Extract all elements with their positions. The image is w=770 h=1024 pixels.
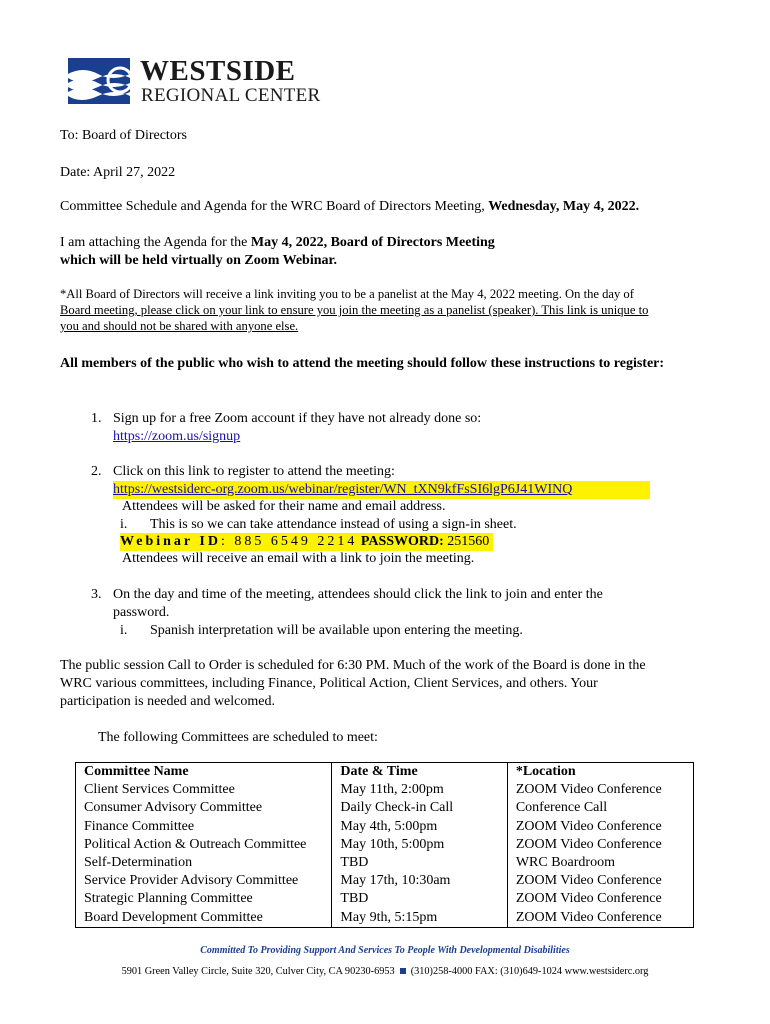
attaching-text: I am attaching the Agenda for the <box>60 235 251 250</box>
table-row <box>76 854 694 872</box>
webinar-line: which will be held virtually on Zoom Webinar. <box>60 253 337 268</box>
zoom-signup-link[interactable]: https://zoom.us/signup <box>113 429 241 444</box>
committee-date: TBD <box>332 890 507 908</box>
step-2-sub-number: i. <box>120 517 128 532</box>
meeting-date: Wednesday, May 4, 2022. <box>488 199 640 214</box>
committee-location: Conference Call <box>507 799 693 817</box>
committee-name: Finance Committee <box>76 818 332 836</box>
attaching-bold: May 4, 2022, Board of Directors Meeting <box>250 235 495 250</box>
register-link-highlight <box>113 481 650 499</box>
session-line-2: WRC various committees, including Finance, Political Action, Client Services, and others. Your <box>60 676 598 691</box>
step-2-number: 2. <box>91 464 102 479</box>
step-3-text: On the day and time of the meeting, attendees should click the link to join and enter the <box>113 587 603 602</box>
table-row <box>76 818 694 836</box>
table-header-row <box>76 763 694 782</box>
committee-name: Political Action & Outreach Committee <box>76 836 332 854</box>
public-instructions: All members of the public who wish to attend the meeting should follow these instructions to register: <box>60 356 665 371</box>
step-2 <box>91 463 395 481</box>
webinar-register-link[interactable]: https://westsiderc-org.zoom.us/webinar/register/WN_tXN9kfFsSI6lgP6J41WINQ <box>113 482 573 497</box>
committee-table <box>75 762 694 928</box>
committee-date: May 11th, 2:00pm <box>332 781 507 799</box>
password-label: PASSWORD: <box>360 534 444 549</box>
step-3-text-2: password. <box>113 605 170 620</box>
header-date-time: Date & Time <box>332 763 507 782</box>
footer-contact <box>0 966 770 977</box>
step-1 <box>91 410 481 428</box>
webinar-id-label: Webinar ID <box>120 534 221 549</box>
following-committees: The following Committees are scheduled to meet: <box>98 730 378 745</box>
table-row <box>76 799 694 817</box>
session-line-1: The public session Call to Order is scheduled for 6:30 PM. Much of the work of the Board is done in the <box>60 658 646 673</box>
attendees-asked: Attendees will be asked for their name and email address. <box>122 499 446 514</box>
committee-location: ZOOM Video Conference <box>507 909 693 928</box>
committee-location: ZOOM Video Conference <box>507 818 693 836</box>
committee-location: ZOOM Video Conference <box>507 781 693 799</box>
panelist-line-2: Board meeting, please click on your link to ensure you join the meeting as a panelist (speaker). This link is unique to <box>60 303 649 317</box>
logo-title: WESTSIDE <box>140 55 296 87</box>
square-bullet-icon <box>400 968 406 974</box>
password-value: 251560 <box>447 534 490 549</box>
committee-location: WRC Boardroom <box>507 854 693 872</box>
attaching-line <box>60 234 495 252</box>
committee-name: Service Provider Advisory Committee <box>76 872 332 890</box>
committee-intro <box>60 198 639 216</box>
footer-address: 5901 Green Valley Circle, Suite 320, Culver City, CA 90230-6953 <box>121 966 395 977</box>
memo-to: To: Board of Directors <box>60 128 187 143</box>
step-3-number: 3. <box>91 587 102 602</box>
table-row <box>76 890 694 908</box>
table-row <box>76 872 694 890</box>
footer-tagline: Committed To Providing Support And Services To People With Developmental Disabilities <box>200 945 570 956</box>
committee-name: Strategic Planning Committee <box>76 890 332 908</box>
committee-date: TBD <box>332 854 507 872</box>
committee-name: Board Development Committee <box>76 909 332 928</box>
step-2-sub <box>120 516 517 534</box>
panelist-line-1: *All Board of Directors will receive a link inviting you to be a panelist at the May 4, 2022 meeting. On the day of <box>60 287 634 301</box>
webinar-id-value: : 885 6549 2214 <box>220 534 358 549</box>
step-1-text: Sign up for a free Zoom account if they have not already done so: <box>113 411 482 426</box>
webinar-id-line <box>120 533 493 551</box>
logo-subtitle: REGIONAL CENTER <box>141 85 321 106</box>
attendees-email: Attendees will receive an email with a link to join the meeting. <box>122 551 475 566</box>
step-2-text: Click on this link to register to attend the meeting: <box>113 464 395 479</box>
table-row <box>76 781 694 799</box>
step-2-sub-text: This is so we can take attendance instead of using a sign-in sheet. <box>150 517 517 532</box>
step-3 <box>91 586 603 604</box>
committee-location: ZOOM Video Conference <box>507 836 693 854</box>
committee-date: Daily Check-in Call <box>332 799 507 817</box>
committee-date: May 4th, 5:00pm <box>332 818 507 836</box>
table-row <box>76 836 694 854</box>
committee-name: Client Services Committee <box>76 781 332 799</box>
step-3-sub-text: Spanish interpretation will be available upon entering the meeting. <box>150 623 523 638</box>
session-line-3: participation is needed and welcomed. <box>60 694 275 709</box>
committee-name: Consumer Advisory Committee <box>76 799 332 817</box>
memo-date: Date: April 27, 2022 <box>60 165 176 180</box>
committee-date: May 10th, 5:00pm <box>332 836 507 854</box>
panelist-line-3: you and should not be shared with anyone else. <box>60 319 299 333</box>
committee-location: ZOOM Video Conference <box>507 890 693 908</box>
committee-date: May 9th, 5:15pm <box>332 909 507 928</box>
footer-phone: (310)258-4000 FAX: (310)649-1024 www.westsiderc.org <box>410 966 649 977</box>
westside-logo-icon <box>68 58 130 104</box>
table-row <box>76 909 694 928</box>
step-3-sub <box>120 622 523 640</box>
header-location: *Location <box>507 763 693 782</box>
step-3-sub-number: i. <box>120 623 128 638</box>
header-committee-name: Committee Name <box>76 763 332 782</box>
committee-date: May 17th, 10:30am <box>332 872 507 890</box>
committee-intro-text: Committee Schedule and Agenda for the WRC Board of Directors Meeting, <box>60 199 489 214</box>
step-1-number: 1. <box>91 411 102 426</box>
committee-name: Self-Determination <box>76 854 332 872</box>
committee-location: ZOOM Video Conference <box>507 872 693 890</box>
